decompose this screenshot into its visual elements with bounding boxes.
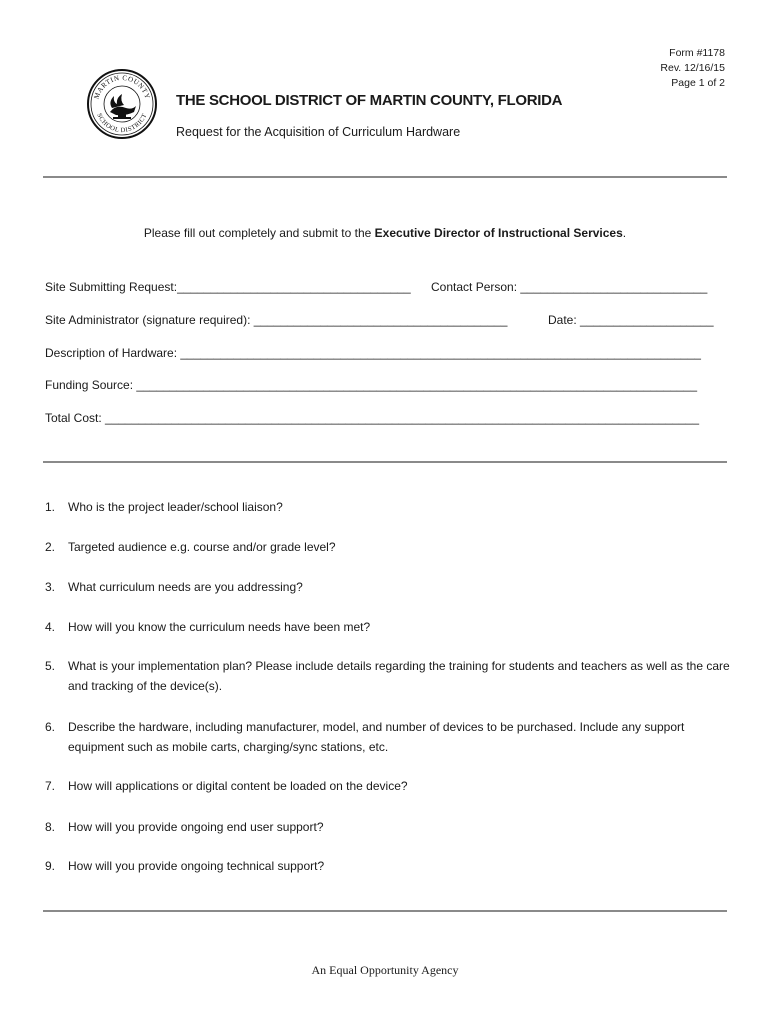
question-item [45,577,735,597]
divider-top [43,176,727,178]
question-number: 9. [45,859,56,873]
question-item [45,617,735,637]
question-number: 1. [45,500,56,514]
question-number: 8. [45,820,56,834]
district-seal-logo [86,68,158,140]
description-field[interactable]: Description of Hardware: ______________________________________________________________________________ [45,346,701,360]
divider-bottom [43,910,727,912]
question-number: 5. [45,659,56,673]
form-revision: Rev. 12/16/15 [660,62,725,74]
date-field[interactable]: Date: ____________________ [548,313,714,327]
total-cost-field[interactable]: Total Cost: _________________________________________________________________________________________ [45,411,699,425]
question-text: Describe the hardware, including manufacturer, model, and number of devices to be purchased. Include any support equipment such as mobile carts, charging/sync stations, etc. [68,720,685,754]
question-item [45,717,735,757]
question-number: 3. [45,580,56,594]
question-number: 7. [45,779,56,793]
svg-text:SCHOOL DISTRICT: SCHOOL DISTRICT [95,112,149,135]
footer-text: An Equal Opportunity Agency [311,963,459,977]
site-administrator-field[interactable]: Site Administrator (signature required): ______________________________________ [45,313,508,327]
question-item [45,856,735,876]
question-number: 2. [45,540,56,554]
question-item [45,497,735,517]
question-text: What is your implementation plan? Please include details regarding the training for students and teachers as well as the care and tracking of the device(s). [68,659,730,693]
instruction-prefix: Please fill out completely and submit to the [143,226,375,240]
question-text: How will you know the curriculum needs have been met? [68,620,371,634]
funding-source-field[interactable]: Funding Source: ____________________________________________________________________________________ [45,378,697,392]
question-text: Targeted audience e.g. course and/or grade level? [68,540,336,554]
form-subtitle: Request for the Acquisition of Curriculum Hardware [176,125,461,139]
district-title: THE SCHOOL DISTRICT OF MARTIN COUNTY, FLORIDA [176,92,563,109]
question-text: How will you provide ongoing end user support? [68,820,324,834]
question-text: What curriculum needs are you addressing? [68,580,303,594]
question-item [45,776,735,796]
divider-middle [43,461,727,463]
question-number: 4. [45,620,56,634]
question-item [45,817,735,837]
question-item [45,656,735,696]
instruction-suffix: . [622,226,627,240]
form-number: Form #1178 [669,47,725,59]
question-number: 6. [45,720,56,734]
page-number: Page 1 of 2 [671,77,725,89]
instruction-text [0,226,770,240]
site-submitting-field[interactable]: Site Submitting Request:___________________________________ [45,280,411,294]
svg-text:MARTIN COUNTY: MARTIN COUNTY [92,73,152,101]
question-text: Who is the project leader/school liaison? [68,500,283,514]
form-meta [660,46,725,91]
question-text: How will applications or digital content be loaded on the device? [68,779,408,793]
question-item [45,537,735,557]
question-text: How will you provide ongoing technical support? [68,859,325,873]
instruction-recipient: Executive Director of Instructional Services [374,226,623,240]
contact-person-field[interactable]: Contact Person: ____________________________ [431,280,708,294]
